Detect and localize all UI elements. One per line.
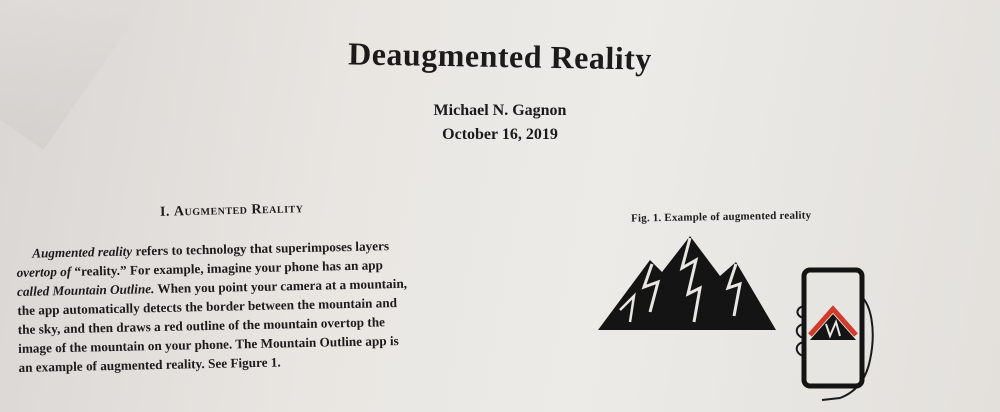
paper-date: October 16, 2019 bbox=[442, 126, 558, 143]
paragraph-line: the app automatically detects the border between the mountain and bbox=[17, 295, 398, 318]
section-number: I. bbox=[159, 204, 171, 220]
paper-author: Michael N. Gagnon bbox=[433, 102, 567, 119]
italic-term: Augmented reality bbox=[32, 243, 133, 261]
line-text: “reality.” For example, imagine your phone has an app bbox=[71, 257, 384, 279]
body-paragraph bbox=[16, 234, 519, 377]
paragraph-line: the sky, and then draws a red outline of the mountain overtop the bbox=[17, 314, 386, 337]
paper-title: Deaugmented Reality bbox=[347, 35, 653, 77]
section-heading bbox=[160, 201, 304, 221]
paragraph-line: an example of augmented reality. See Figure 1. bbox=[18, 354, 281, 375]
line-text: When you point your camera at a mountain, bbox=[154, 275, 408, 297]
mountain-icon bbox=[598, 236, 776, 330]
figure-illustration bbox=[590, 232, 890, 402]
figure-caption: Fig. 1. Example of augmented reality bbox=[630, 209, 812, 225]
figure-1 bbox=[590, 232, 890, 402]
paragraph-line: image of the mountain on your phone. The Mountain Outline app is bbox=[18, 333, 399, 356]
italic-term: called Mountain Outline. bbox=[16, 281, 155, 299]
italic-term: overtop of bbox=[16, 263, 72, 280]
line-text: refers to technology that superimposes layers bbox=[132, 238, 390, 259]
section-title: Augmented Reality bbox=[173, 201, 304, 220]
phone-in-hand-icon bbox=[797, 270, 873, 400]
